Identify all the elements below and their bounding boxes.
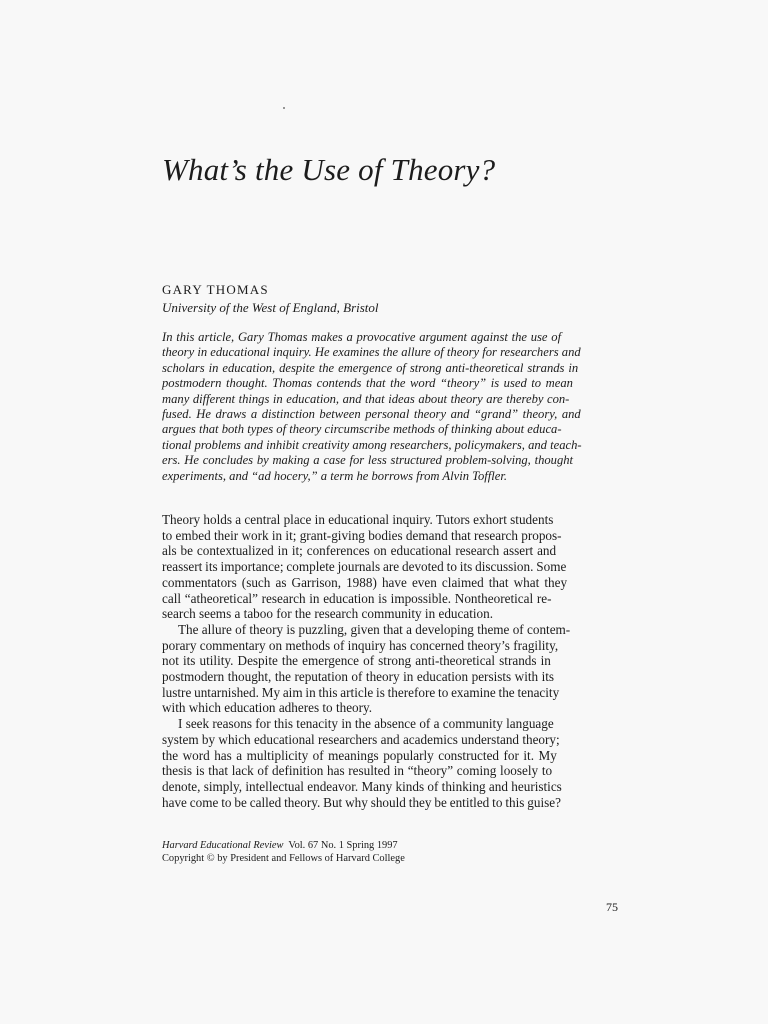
- abstract-line: In this article, Gary Thomas makes a provocative argument against the use of: [162, 330, 562, 344]
- body-line: commentators (such as Garrison, 1988) have even claimed that what they: [162, 574, 568, 590]
- body-line: call “atheoretical” research in education is impossible. Nontheoretical re-: [162, 590, 552, 606]
- body-line: I seek reasons for this tenacity in the absence of a community language: [178, 716, 554, 732]
- body-line: to embed their work in it; grant-giving bodies demand that research propos-: [162, 527, 562, 543]
- body-line: The allure of theory is puzzling, given that a developing theme of contem-: [178, 621, 571, 637]
- journal-citation: [162, 840, 405, 853]
- article-title: What’s the Use of Theory?: [162, 152, 496, 187]
- body-line: postmodern thought, the reputation of theory in education persists with its: [162, 669, 555, 685]
- copyright-line: Copyright © by President and Fellows of Harvard College: [162, 852, 405, 864]
- body-line: search seems a taboo for the research community in education.: [162, 606, 494, 622]
- body-line: lustre untarnished. My aim in this article is therefore to examine the tenacity: [162, 684, 560, 700]
- abstract-line: tional problems and inhibit creativity among researchers, policymakers, and teach-: [162, 437, 582, 452]
- abstract-line: argues that both types of theory circumscribe methods of thinking about educa-: [162, 422, 562, 437]
- abstract-line: theory in educational inquiry. He examines the allure of theory for researchers and: [162, 345, 581, 360]
- journal-issue: Vol. 67 No. 1 Spring 1997: [288, 840, 398, 851]
- body-line: reassert its importance; complete journals are devoted to its discussion. Some: [162, 559, 567, 575]
- body-line: system by which educational researchers and academics understand theory;: [162, 731, 560, 747]
- abstract: [162, 330, 617, 484]
- abstract-line: experiments, and “ad hocery,” a term he borrows from Alvin Toffler.: [162, 468, 508, 483]
- publication-footer: [162, 840, 405, 866]
- article-body: [162, 512, 617, 810]
- scan-speck: [283, 107, 285, 109]
- author-affiliation: University of the West of England, Bristol: [162, 300, 379, 315]
- abstract-line: fused. He draws a distinction between personal theory and “grand” theory, and: [162, 407, 581, 422]
- body-line: porary commentary on methods of inquiry has concerned theory’s fragility,: [162, 637, 559, 653]
- body-line: the word has a multiplicity of meanings popularly constructed for it. My: [162, 747, 557, 763]
- body-line: not its utility. Despite the emergence of strong anti-theoretical strands in: [162, 653, 551, 669]
- body-line: Theory holds a central place in educational inquiry. Tutors exhort students: [162, 512, 554, 527]
- abstract-line: postmodern thought. Thomas contends that the word “theory” is used to mean: [162, 376, 573, 391]
- body-line: have come to be called theory. But why should they be entitled to this guise?: [162, 794, 561, 810]
- page-number: 75: [606, 900, 618, 914]
- body-line: thesis is that lack of definition has resulted in “theory” coming loosely to: [162, 763, 553, 779]
- abstract-line: many different things in education, and that ideas about theory are thereby con-: [162, 391, 570, 406]
- author-name: GARY THOMAS: [162, 282, 269, 297]
- body-line: als be contextualized in it; conferences on educational research assert and: [162, 543, 557, 559]
- abstract-line: ers. He concludes by making a case for less structured problem-solving, thought: [162, 453, 574, 468]
- journal-name: Harvard Educational Review: [162, 840, 284, 851]
- body-line: denote, simply, intellectual endeavor. Many kinds of thinking and heuristics: [162, 778, 562, 794]
- abstract-line: scholars in education, despite the emergence of strong anti-theoretical strands in: [162, 360, 579, 375]
- body-line: with which education adheres to theory.: [162, 700, 373, 716]
